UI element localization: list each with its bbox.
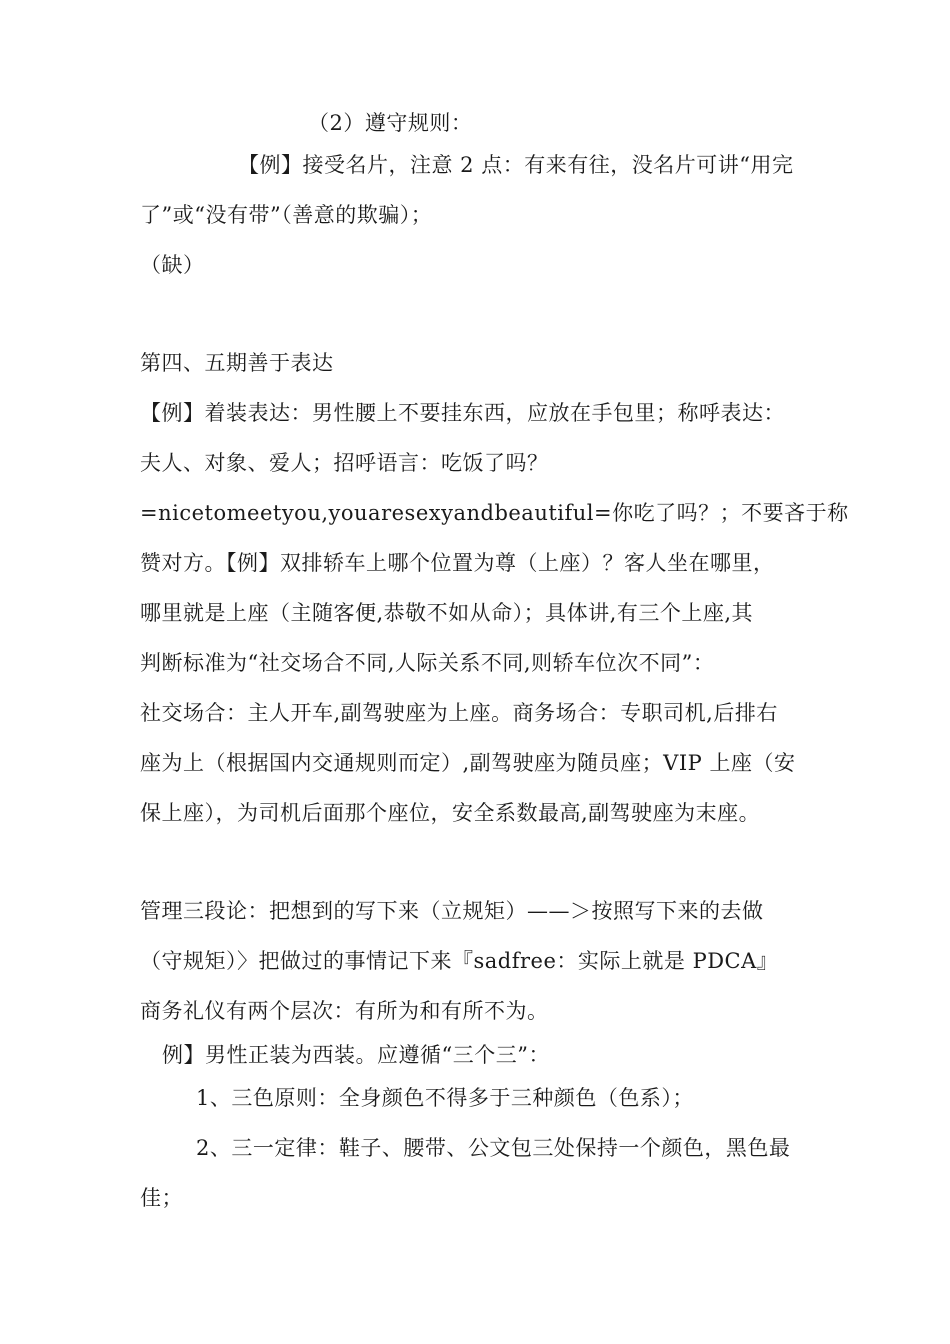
text-line: 了”或“没有带”（善意的欺骗）； [140,203,433,227]
text-line: 判断标准为“社交场合不同,人际关系不同,则轿车位次不同”： [140,651,715,675]
text-line: （守规矩）〉把做过的事情记下来『sadfree：实际上就是 PDCA』 [140,949,779,973]
text-line: 哪里就是上座（主随客便,恭敬不如从命）；具体讲,有三个上座,其 [140,601,754,625]
rule-heading: （2）遵守规则： [308,111,473,135]
text-line: 例】男性正装为西装。应遵循“三个三”： [162,1043,550,1067]
text-line: （缺） [140,253,205,277]
text-line: 管理三段论：把想到的写下来（立规矩）——＞按照写下来的去做 [140,899,764,923]
text-line: 座为上（根据国内交通规则而定）,副驾驶座为随员座；VIP 上座（安 [140,751,796,775]
list-item: 1、三色原则：全身颜色不得多于三种颜色（色系）； [196,1086,694,1110]
text-line: 【例】着装表达：男性腰上不要挂东西，应放在手包里；称呼表达： [140,401,785,425]
text-line: 商务礼仪有两个层次：有所为和有所不为。 [140,999,549,1023]
text-line: 【例】接受名片，注意 2 点：有来有往，没名片可讲“用完 [238,153,794,177]
section-heading: 第四、五期善于表达 [140,351,334,375]
text-line: 佳； [140,1186,183,1210]
text-line: 保上座），为司机后面那个座位，安全系数最高,副驾驶座为末座。 [140,801,761,825]
text-line: =nicetomeetyou,youaresexyandbeautiful=你吃了吗？；不要吝于称 [140,501,849,525]
text-line: 夫人、对象、爱人；招呼语言：吃饭了吗？ [140,451,549,475]
list-item: 2、三一定律：鞋子、腰带、公文包三处保持一个颜色，黑色最 [196,1136,791,1160]
text-line: 社交场合：主人开车,副驾驶座为上座。商务场合：专职司机,后排右 [140,701,778,725]
text-line: 赞对方。【例】双排轿车上哪个位置为尊（上座）？客人坐在哪里， [140,551,775,575]
